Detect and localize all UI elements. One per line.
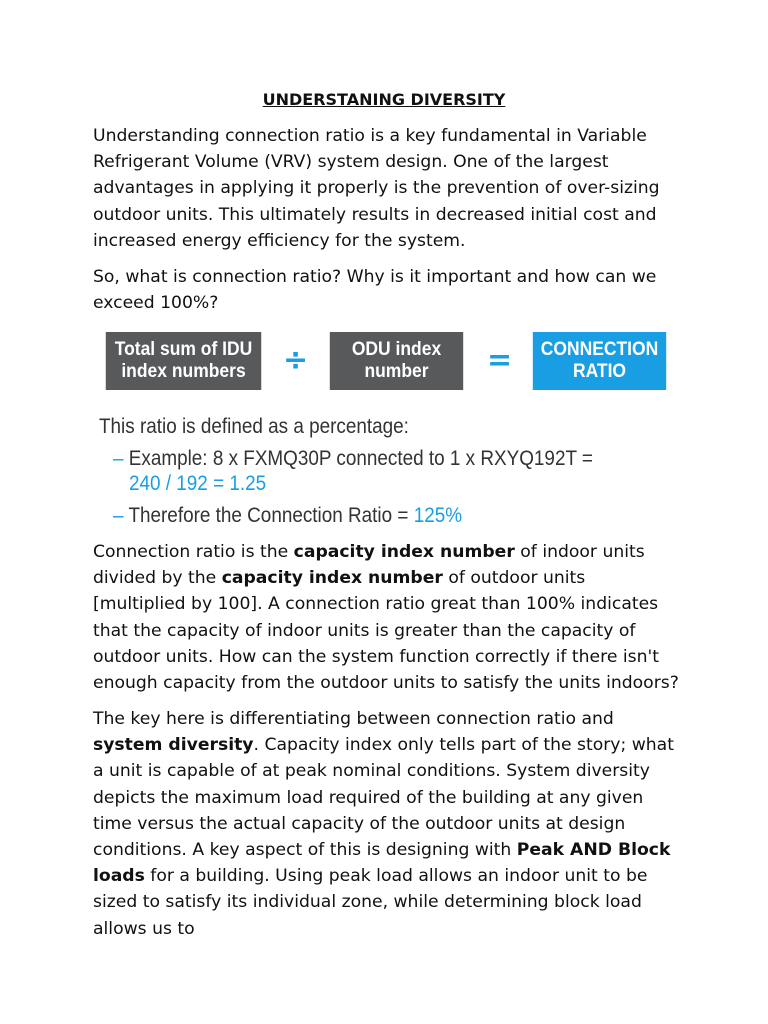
idu-index-box: Total sum of IDU index numbers bbox=[106, 332, 261, 390]
equals-icon: = bbox=[487, 343, 513, 378]
therefore-line bbox=[113, 504, 462, 528]
bold-text: system diversity bbox=[93, 735, 254, 756]
text-run: Connection ratio is the bbox=[93, 542, 294, 562]
example-text: Example: 8 x FXMQ30P connected to 1 x RXYQ192T = bbox=[128, 447, 593, 470]
text-run: for a building. Using peak load allows an indoor unit to be sized to satisfy its individual zone, while determining block load allows us to bbox=[93, 866, 648, 939]
divide-icon: ÷ bbox=[283, 343, 309, 378]
example-line bbox=[113, 447, 593, 471]
therefore-text: Therefore the Connection Ratio = bbox=[128, 504, 414, 527]
text-run: of outdoor units [multiplied by 100]. A connection ratio great than 100% indicates that the capacity of indoor units is greater than the capacity of outdoor units. How can the system function correctly if there isn't enough capacity from the outdoor units to satisfy the units indoors? bbox=[93, 568, 679, 694]
ratio-definition-text: This ratio is defined as a percentage: bbox=[99, 415, 409, 438]
dash-bullet: – bbox=[113, 504, 124, 527]
calculation-text: 240 / 192 = 1.25 bbox=[129, 472, 267, 495]
text-run: The key here is differentiating between connection ratio and bbox=[93, 709, 614, 729]
text-run: of indoor units divided by the bbox=[93, 542, 645, 589]
intro-paragraph: Understanding connection ratio is a key fundamental in Variable Refrigerant Volume (VRV) system design. One of the largest advantages in applying it properly is the prevention of over-sizing outdoor units. This ultimately results in decreased initial cost and increased energy efficiency for the system. bbox=[93, 126, 660, 251]
connection-ratio-paragraph bbox=[93, 539, 683, 696]
system-diversity-paragraph bbox=[93, 706, 683, 942]
bold-text: Peak AND Block loads bbox=[93, 840, 671, 887]
connection-ratio-figure bbox=[93, 326, 683, 531]
dash-bullet: – bbox=[113, 447, 124, 470]
bold-text: capacity index number bbox=[293, 542, 515, 562]
ratio-value: 125% bbox=[413, 504, 463, 527]
text-run: . Capacity index only tells part of the story; what a unit is capable of at peak nominal conditions. System diversity depicts the maximum load required of the building at any given time versus the actual capacity of the outdoor units at design conditions. A key aspect of this is designing with bbox=[93, 735, 674, 861]
question-paragraph: So, what is connection ratio? Why is it important and how can we exceed 100%? bbox=[93, 267, 657, 314]
odu-index-box: ODU index number bbox=[330, 332, 463, 390]
connection-ratio-box: CONNECTION RATIO bbox=[533, 332, 666, 390]
document-title: UNDERSTANING DIVERSITY bbox=[262, 90, 506, 109]
bold-text: capacity index number bbox=[221, 568, 443, 589]
